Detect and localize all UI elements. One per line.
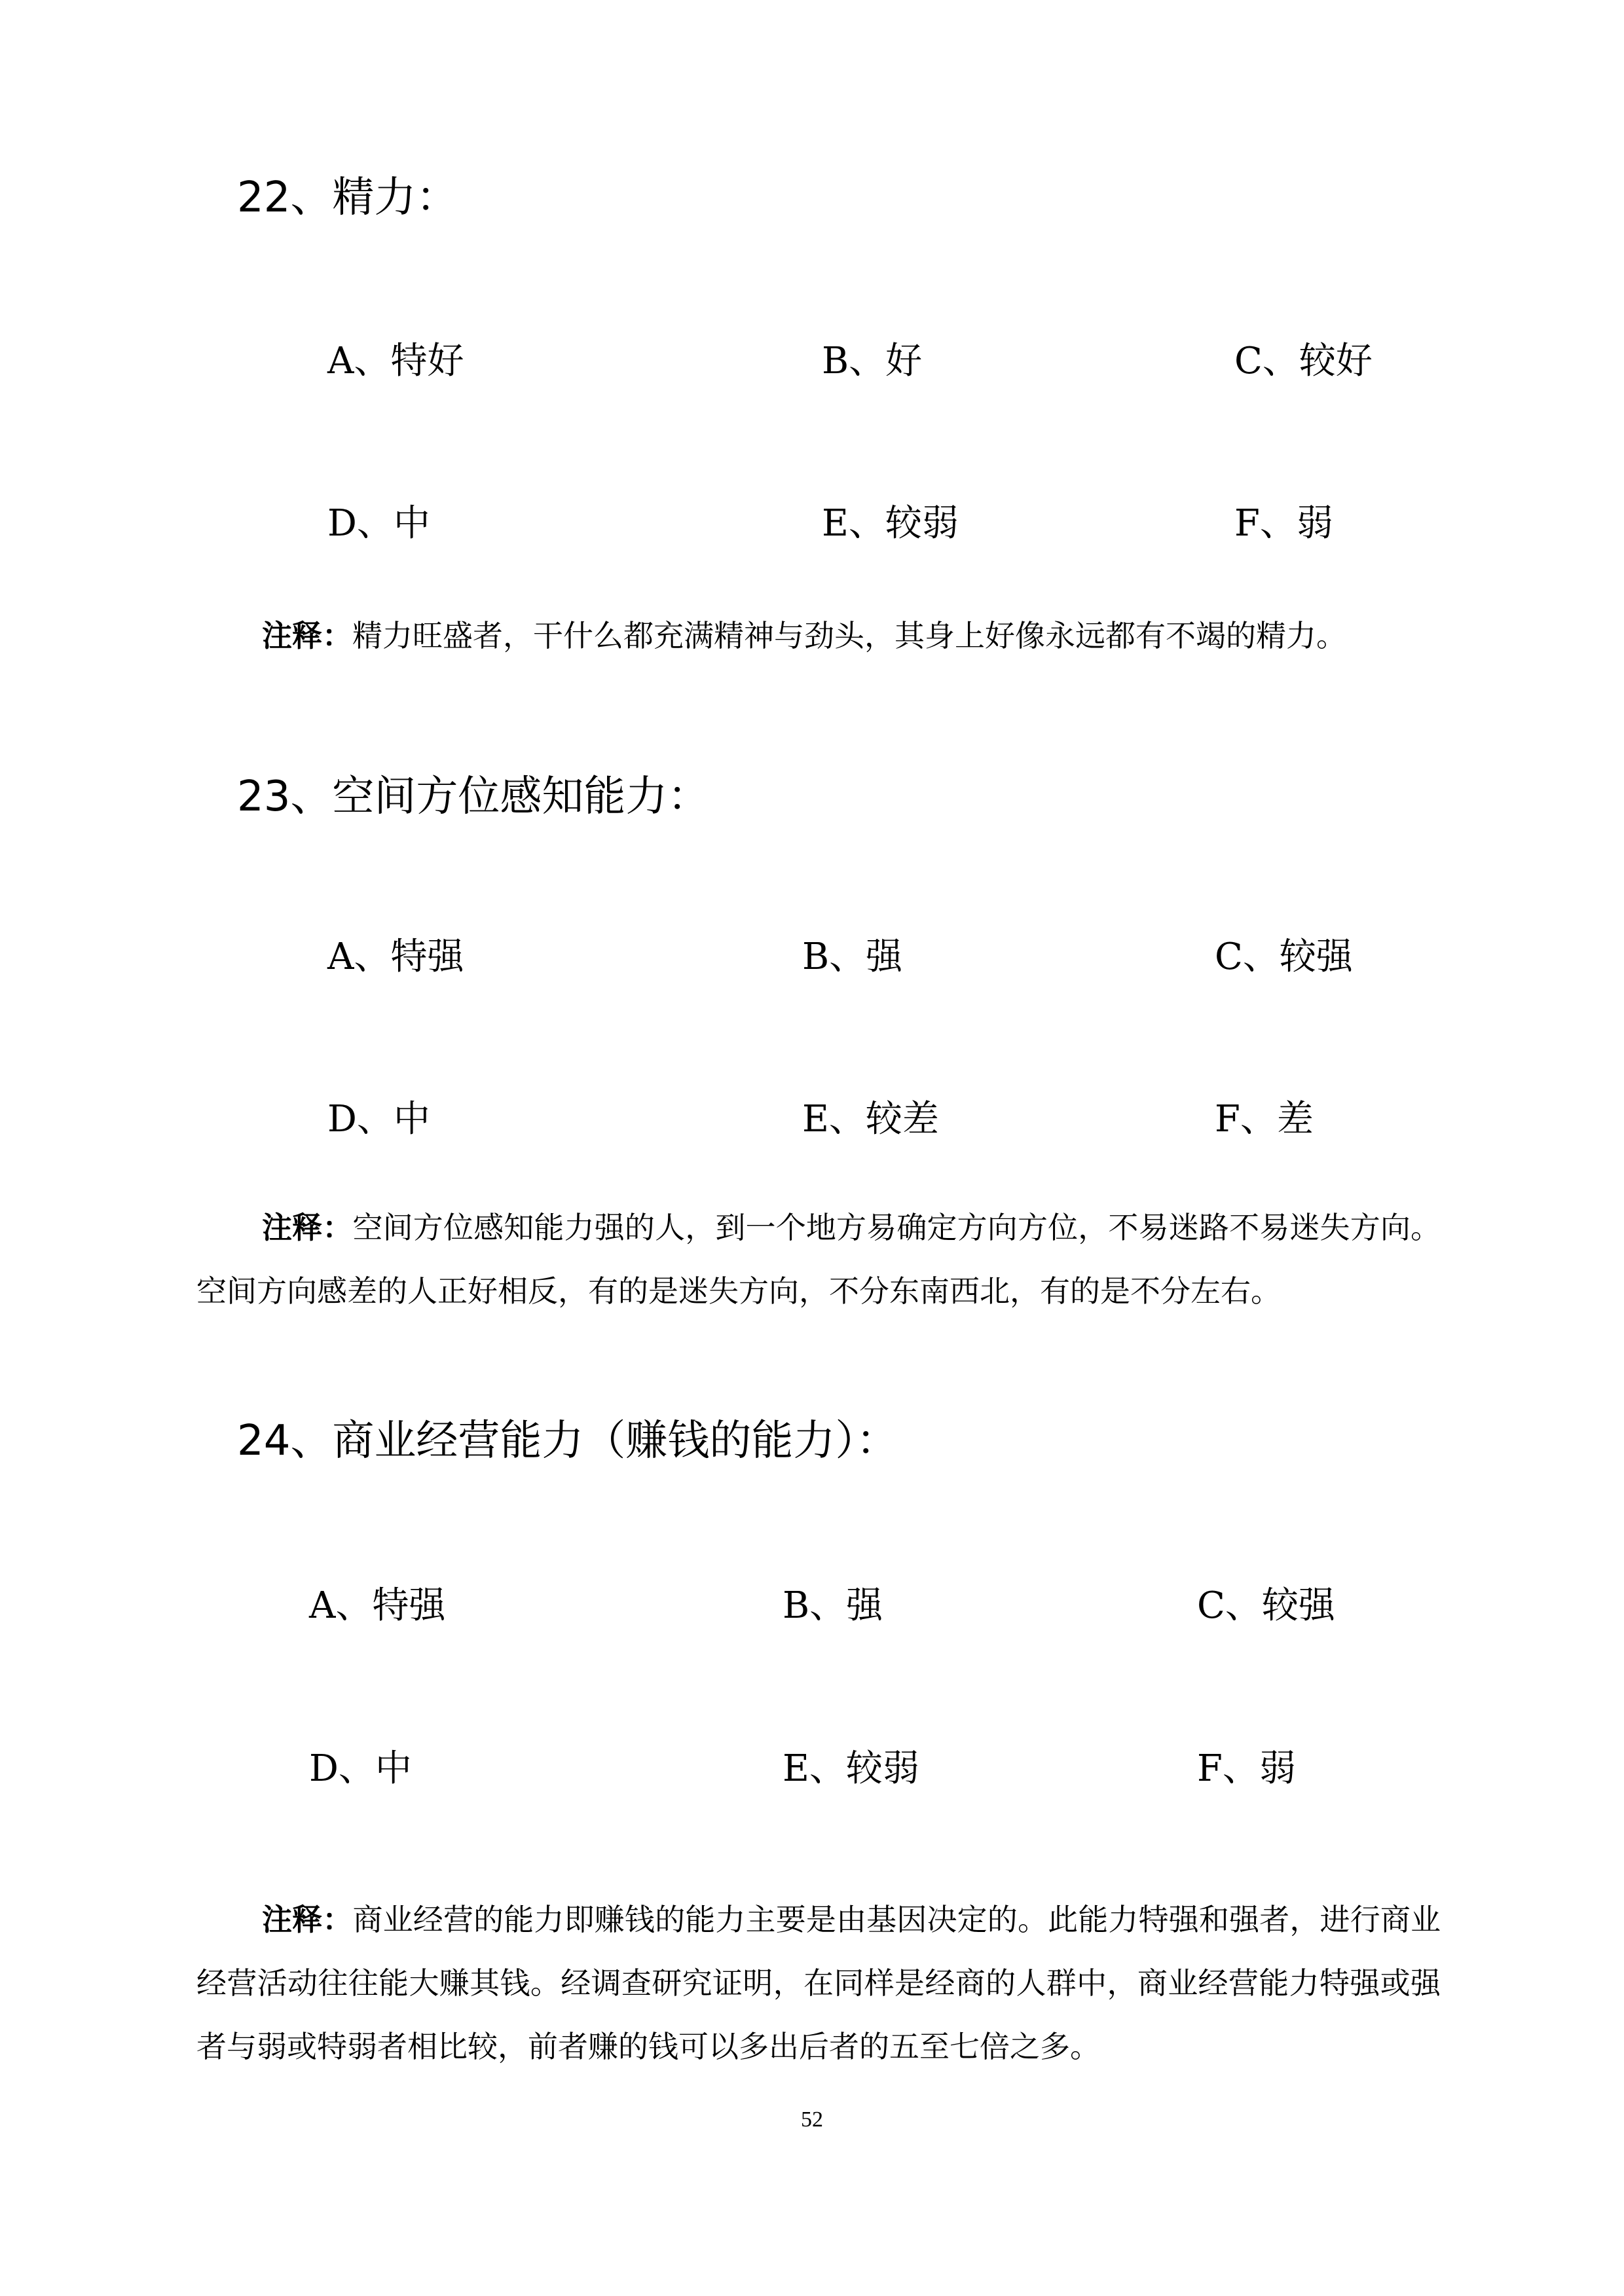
note-label: 注释： [262, 1902, 353, 1937]
question-24-option-b: B、强 [783, 1584, 883, 1627]
question-22-option-c: C、较好 [1234, 340, 1373, 382]
question-24-title: 24、商业经营能力（赚钱的能力）： [237, 1417, 898, 1465]
question-24-option-c: C、较强 [1197, 1584, 1335, 1627]
question-24-note [196, 1888, 1441, 2079]
question-23-option-c: C、较强 [1215, 936, 1353, 978]
question-23-note [196, 1196, 1441, 1323]
note-text: 商业经营的能力即赚钱的能力主要是由基因决定的。此能力特强和强者，进行商业经营活动往往能大赚其钱。经调查研究证明，在同样是经商的人群中，商业经营能力特强或强者与弱或特弱者相比较，前者赚的钱可以多出后者的五至七倍之多。 [196, 1902, 1441, 2064]
page-number: 52 [801, 2107, 823, 2132]
question-23-option-b: B、强 [802, 936, 903, 978]
question-23-option-f: F、差 [1215, 1098, 1314, 1140]
note-label: 注释： [262, 1210, 353, 1245]
question-24-option-e: E、较弱 [783, 1747, 919, 1790]
note-label: 注释： [262, 618, 352, 653]
note-text: 精力旺盛者，干什么都充满精神与劲头，其身上好像永远都有不竭的精力。 [352, 618, 1346, 653]
question-22-title: 22、精力： [237, 173, 458, 222]
question-24-option-d: D、中 [309, 1747, 412, 1790]
question-23-option-a: A、特强 [327, 936, 464, 978]
question-22-option-b: B、好 [822, 340, 923, 382]
question-23-title: 23、空间方位感知能力： [237, 773, 710, 821]
question-23-option-e: E、较差 [802, 1098, 939, 1140]
question-22-option-d: D、中 [327, 502, 430, 545]
question-22-option-a: A、特好 [327, 340, 464, 382]
question-22-note [196, 604, 1441, 668]
note-text: 空间方位感知能力强的人，到一个地方易确定方向方位，不易迷路不易迷失方向。空间方向感差的人正好相反，有的是迷失方向，不分东南西北，有的是不分左右。 [196, 1210, 1441, 1309]
question-22-option-f: F、弱 [1234, 502, 1333, 545]
question-23-option-d: D、中 [327, 1098, 430, 1140]
question-24-option-f: F、弱 [1197, 1747, 1296, 1790]
question-24-option-a: A、特强 [309, 1584, 446, 1627]
question-22-option-e: E、较弱 [822, 502, 959, 545]
